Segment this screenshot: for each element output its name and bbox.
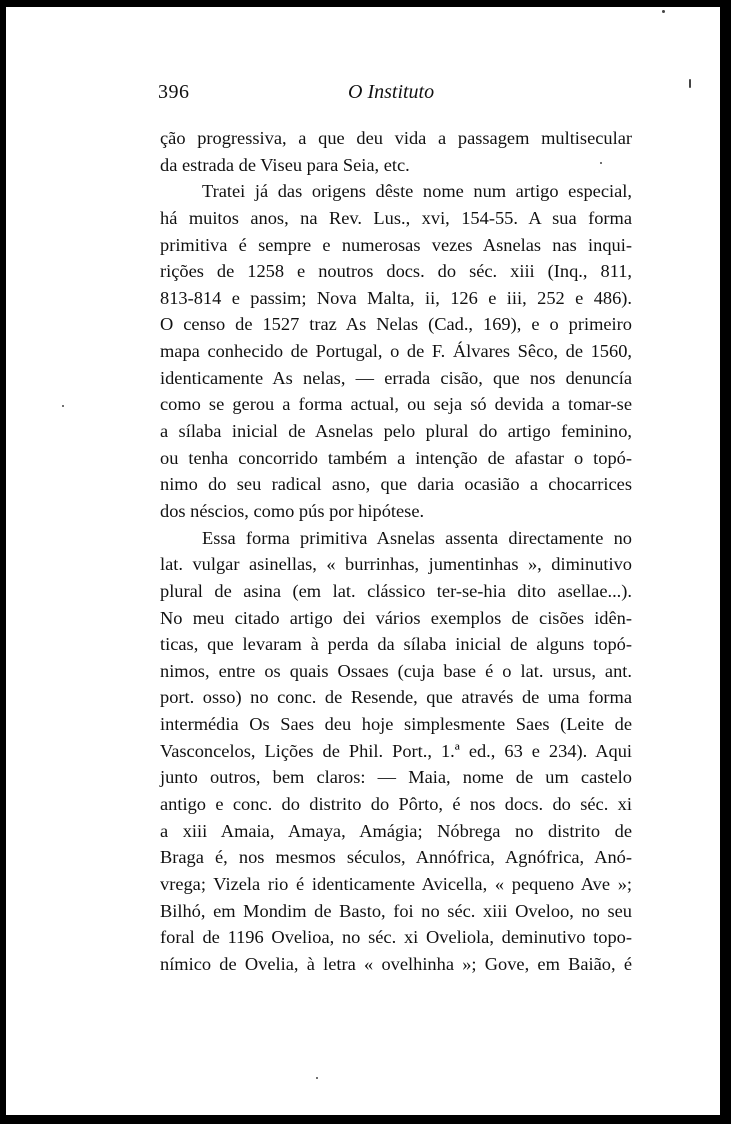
text-line: mapa conhecido de Portugal, o de F. Álvares Sêco, de 1560, [160, 341, 632, 362]
text-line: há muitos anos, na Rev. Lus., xvi, 154-55. A sua forma [160, 207, 632, 228]
text-line: junto outros, bem claros: — Maia, nome de um castelo [160, 767, 632, 788]
text-line: a sílaba inicial de Asnelas pelo plural do artigo feminino, [160, 421, 632, 442]
text-line: intermédia Os Saes deu hoje simplesmente Saes (Leite de [160, 714, 632, 735]
text-line: ticas, que levaram à perda da sílaba inicial de alguns topó- [160, 634, 632, 655]
text-line: rições de 1258 e noutros docs. do séc. xiii (Inq., 811, [160, 261, 632, 282]
text-line: O censo de 1527 traz As Nelas (Cad., 169), e o primeiro [160, 314, 632, 335]
text-line: identicamente As nelas, — errada cisão, que nos denuncía [160, 367, 632, 388]
text-line: Vasconcelos, Lições de Phil. Port., 1.ª ed., 63 e 234). Aqui [160, 740, 632, 761]
paper-speck [662, 10, 665, 13]
body-text [160, 125, 632, 978]
page-number: 396 [158, 81, 190, 103]
text-line: primitiva é sempre e numerosas vezes Asnelas nas inqui- [160, 234, 632, 255]
text-line: foral de 1196 Ovelioa, no séc. xi Oveliola, deminutivo topo- [160, 927, 632, 948]
paragraph-start-line: Tratei já das origens dêste nome num artigo especial, [202, 181, 632, 202]
text-line: nímico de Ovelia, à letra « ovelhinha »; Gove, em Baião, é [160, 953, 632, 974]
text-line: dos néscios, como pús por hipótese. [160, 500, 425, 521]
text-line: nimos, entre os quais Ossaes (cuja base é o lat. ursus, ant. [160, 660, 632, 681]
text-line: Bilhó, em Mondim de Basto, foi no séc. xiii Oveloo, no seu [160, 900, 632, 921]
text-line: vrega; Vizela rio é identicamente Avicella, « pequeno Ave »; [160, 873, 632, 894]
paper-speck [62, 405, 64, 407]
text-line: como se gerou a forma actual, ou seja só devida a tomar-se [160, 394, 632, 415]
text-line: Braga é, nos mesmos séculos, Annófrica, Agnófrica, Anó- [160, 847, 632, 868]
text-line: plural de asina (em lat. clássico ter-se-hia dito asellae...). [160, 580, 632, 601]
running-title: O Instituto [348, 81, 435, 103]
text-line: ção progressiva, a que deu vida a passagem multisecular [160, 128, 632, 148]
text-line: antigo e conc. do distrito do Pôrto, é nos docs. do séc. xi [160, 794, 632, 815]
paragraph-start-line: Essa forma primitiva Asnelas assenta directamente no [202, 527, 632, 548]
text-line: lat. vulgar asinellas, « burrinhas, jumentinhas », diminutivo [160, 554, 632, 575]
page-header [6, 81, 720, 109]
text-line: nimo do seu radical asno, que daria ocasião a chocarrices [160, 474, 632, 495]
text-line: port. osso) no conc. de Resende, que através de uma forma [160, 687, 632, 708]
text-line: No meu citado artigo dei vários exemplos de cisões idên- [160, 607, 632, 628]
book-page [6, 7, 720, 1115]
paper-speck [316, 1077, 318, 1079]
text-line: 813-814 e passim; Nova Malta, ii, 126 e iii, 252 e 486). [160, 287, 632, 308]
text-line: ou tenha concorrido também a intenção de afastar o topó- [160, 447, 632, 468]
paper-speck [689, 79, 691, 88]
paper-speck [600, 162, 602, 164]
text-line: a xiii Amaia, Amaya, Amágia; Nóbrega no distrito de [160, 820, 632, 841]
text-line: da estrada de Viseu para Seia, etc. [160, 154, 410, 175]
